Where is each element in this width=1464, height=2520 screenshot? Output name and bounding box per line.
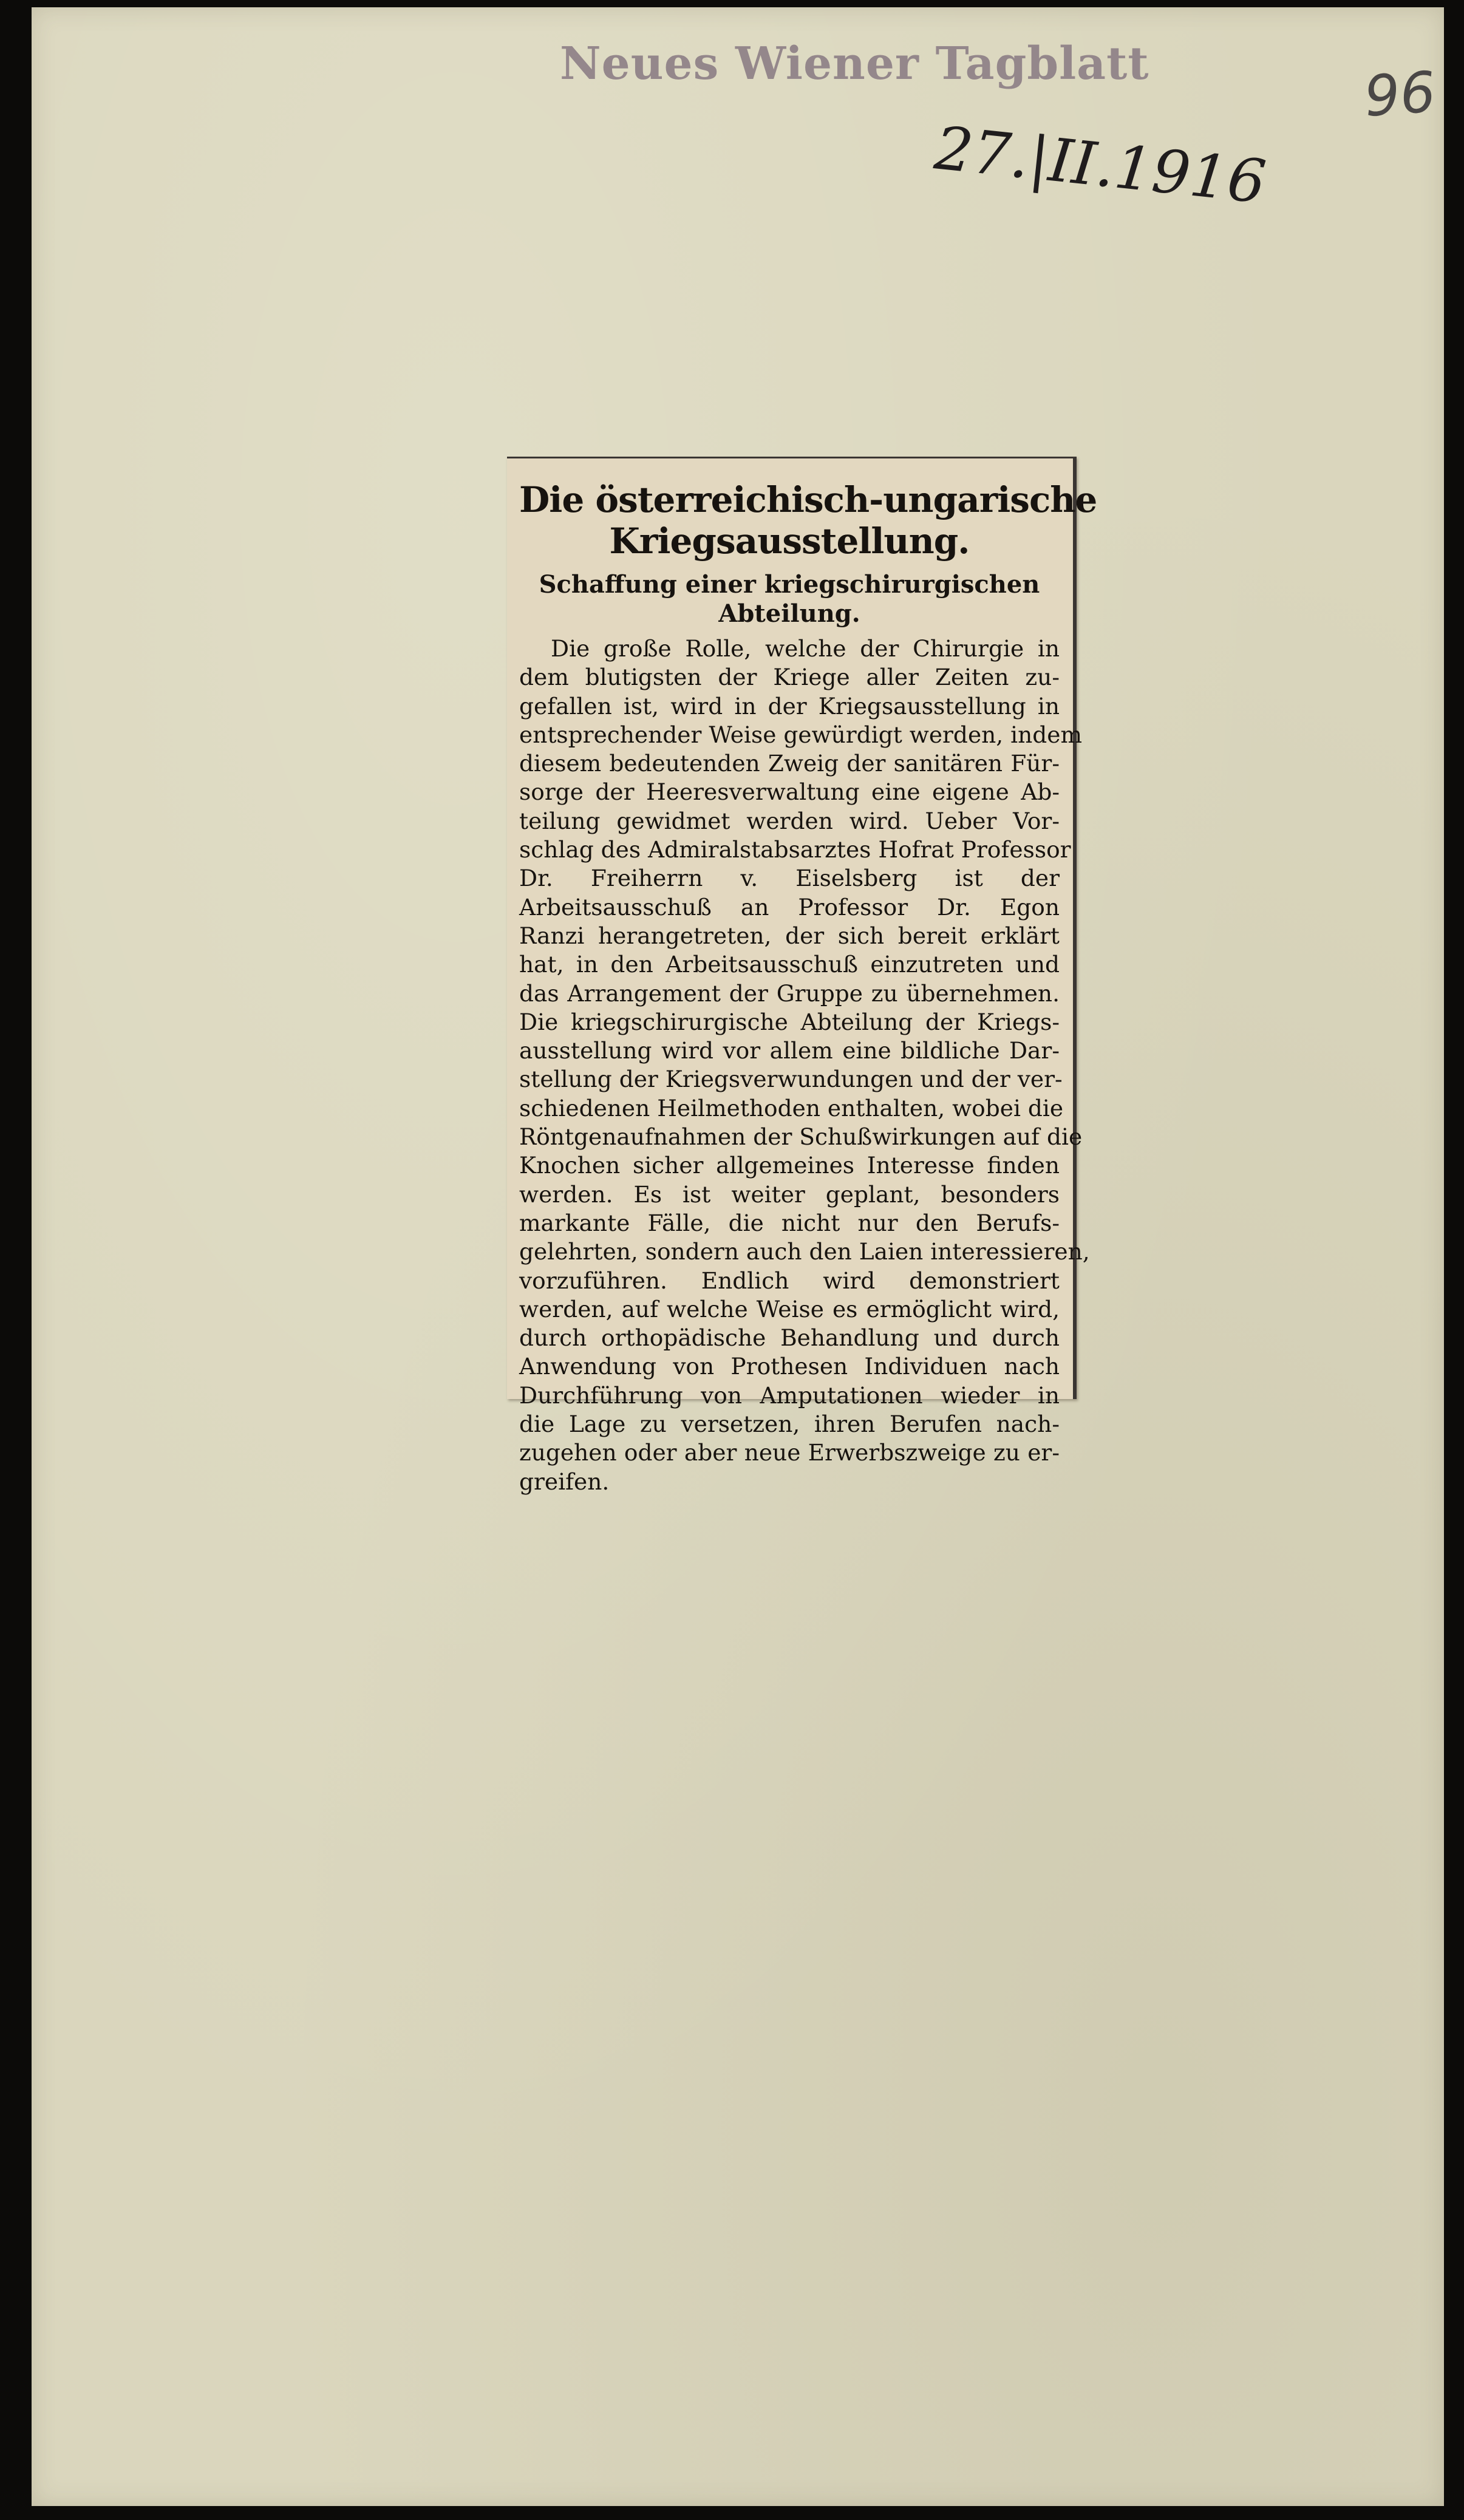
- article-body-line: Die große Rolle, welche der Chirurgie in: [551, 635, 1060, 662]
- article-body-line: stellung der Kriegsverwundungen und der ver-: [519, 1066, 1063, 1093]
- article-body-line: Knochen sicher allgemeines Interesse finden: [519, 1152, 1060, 1179]
- article-body-line: Anwendung von Prothesen Individuen nach: [519, 1353, 1060, 1380]
- article-body-line: dem blutigsten der Kriege aller Zeiten zu-: [519, 664, 1060, 691]
- article-body-line: teilung gewidmet werden wird. Ueber Vor-: [519, 807, 1060, 834]
- newspaper-clipping: [507, 457, 1097, 1495]
- article-body-line: sorge der Heeresverwaltung eine eigene Ab-: [519, 778, 1060, 806]
- article-body-line: vorzuführen. Endlich wird demonstriert: [519, 1267, 1060, 1294]
- article-body-line: markante Fälle, die nicht nur den Berufs-: [519, 1209, 1060, 1236]
- article-body-line: das Arrangement der Gruppe zu übernehmen.: [519, 979, 1060, 1007]
- article-body-line: werden, auf welche Weise es ermöglicht wird,: [519, 1295, 1060, 1323]
- article-body-line: Dr. Freiherrn v. Eiselsberg ist der: [519, 865, 1060, 892]
- article-body-line: hat, in den Arbeitsausschuß einzutreten und: [519, 951, 1060, 978]
- article-body-line: gelehrten, sondern auch den Laien interessieren,: [519, 1238, 1090, 1265]
- article-body-line: schlag des Admiralstabsarztes Hofrat Professor: [519, 836, 1071, 863]
- article-body-line: die Lage zu versetzen, ihren Berufen nach-: [519, 1411, 1060, 1438]
- handwritten-date: 27.|II.1916: [931, 114, 1269, 217]
- article-body-line: durch orthopädische Behandlung und durch: [519, 1324, 1060, 1352]
- article-body-line: schiedenen Heilmethoden enthalten, wobei die: [519, 1094, 1064, 1122]
- article-body-line: entsprechender Weise gewürdigt werden, indem: [519, 721, 1083, 748]
- handwritten-folio-number: 96: [1362, 60, 1438, 129]
- article-body-line: gefallen ist, wird in der Kriegsausstellung in: [519, 692, 1060, 720]
- article-body-line: diesem bedeutenden Zweig der sanitären Für-: [519, 750, 1060, 777]
- article-body: [519, 635, 1090, 1496]
- article-body-line: ausstellung wird vor allem eine bildliche Dar-: [519, 1037, 1060, 1064]
- article-body-line: Ranzi herangetreten, der sich bereit erklärt: [519, 922, 1060, 949]
- article-body-line: werden. Es ist weiter geplant, besonders: [519, 1180, 1060, 1208]
- article-subtitle: [519, 570, 1060, 628]
- article-subtitle-line: Abteilung.: [718, 599, 860, 628]
- article-title-line: Die österreichisch-ungarische: [519, 479, 1097, 520]
- article-body-line: zugehen oder aber neue Erwerbszweige zu er-: [519, 1439, 1060, 1466]
- newspaper-name-stamp: Neues Wiener Tagblatt: [560, 38, 1149, 90]
- article-subtitle-line: Schaffung einer kriegschirurgischen: [539, 570, 1040, 599]
- article-body-line: Die kriegschirurgische Abteilung der Kriegs-: [519, 1008, 1060, 1035]
- article-title: [519, 479, 1097, 562]
- article-title-line: Kriegsausstellung.: [609, 520, 970, 562]
- article-body-line: Arbeitsausschuß an Professor Dr. Egon: [519, 893, 1060, 921]
- article-body-line: Durchführung von Amputationen wieder in: [519, 1381, 1060, 1409]
- article-body-line: Röntgenaufnahmen der Schußwirkungen auf die: [519, 1123, 1083, 1151]
- article-body-line: greifen.: [519, 1468, 610, 1495]
